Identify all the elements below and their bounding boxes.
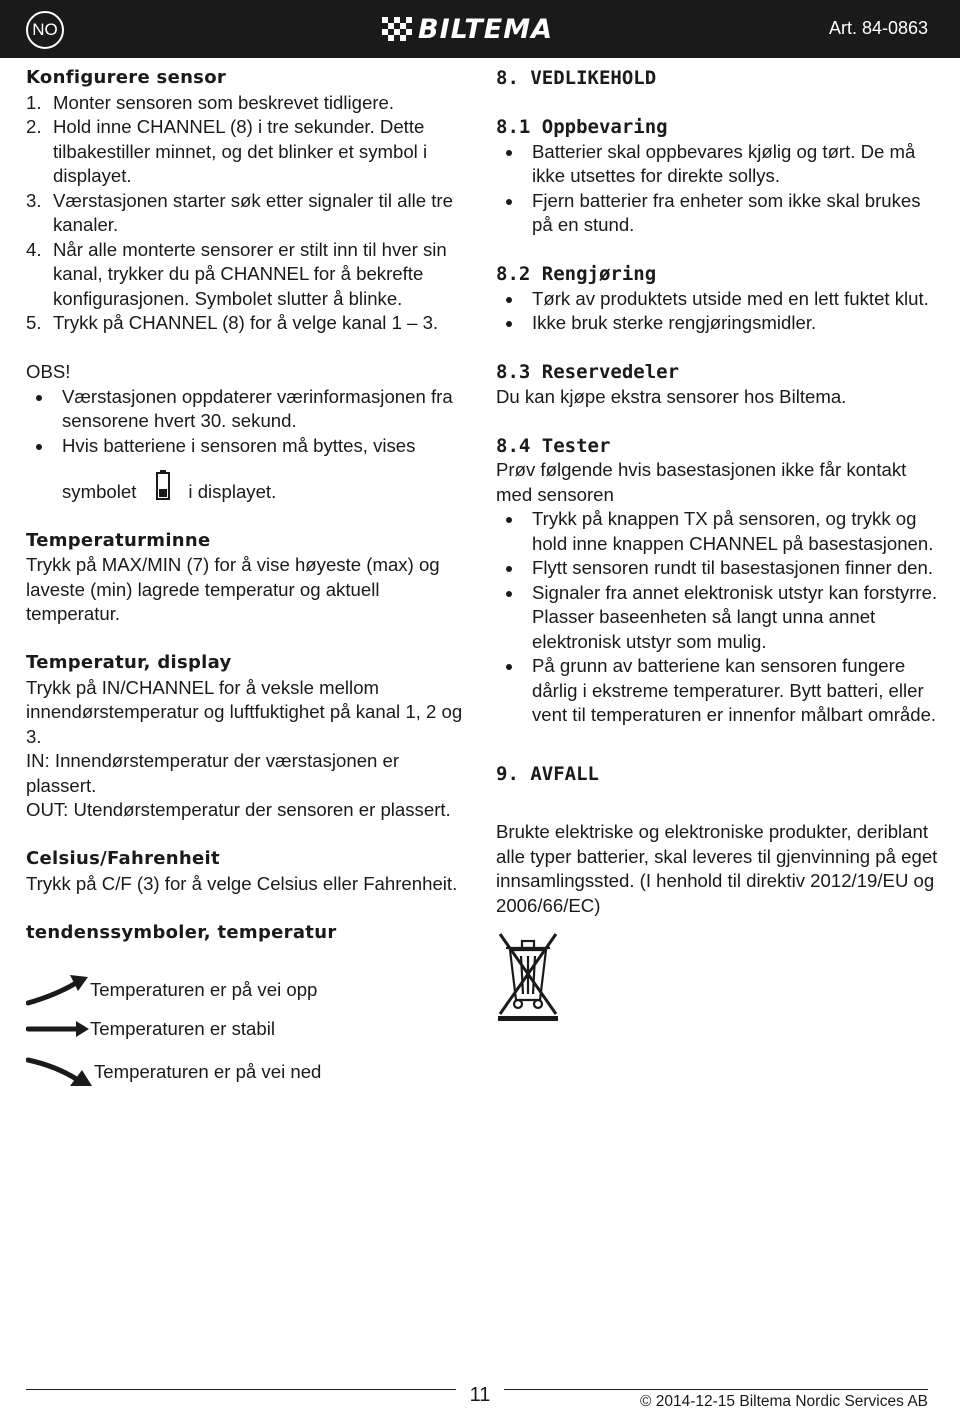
storage-list <box>496 140 941 238</box>
obs-list <box>26 385 471 505</box>
tester-list <box>496 507 941 728</box>
waste-heading: 9. AVFALL <box>496 762 599 785</box>
list-item: Hvis batteriene i sensoren må byttes, vises symbolet i displayet. <box>26 434 471 505</box>
checkered-flag-icon <box>382 17 412 41</box>
header-bar <box>0 0 960 58</box>
list-item: 4. Når alle monterte sensorer er stilt inn til hver sin kanal, trykker du på CHANNEL for å bekrefte konfigurasjonen. Symbolet slutter å blinke. <box>26 238 447 309</box>
brand-logo <box>382 14 553 44</box>
list-item: 1. Monter sensoren som beskrevet tidligere. <box>26 91 395 113</box>
trend-symbols-heading: tendenssymboler, temperatur <box>26 921 337 943</box>
trend-up-row <box>26 973 471 1007</box>
tester-intro: Prøv følgende hvis basestasjonen ikke får kontakt med sensoren <box>496 459 907 505</box>
temperature-memory-heading: Temperaturminne <box>26 529 211 551</box>
list-item: På grunn av batteriene kan sensoren fungere dårlig i ekstreme temperaturer. Bytt batteri, eller vent til temperaturen er innenfor målbart område. <box>496 654 941 728</box>
trend-stable-row <box>26 1017 471 1042</box>
trend-stable-label: Temperaturen er stabil <box>90 1018 275 1039</box>
waste-text: Brukte elektriske og elektroniske produkter, deriblant alle typer batterier, skal leveres til gjenvinning på eget innsamlingssted. (I henhold til direktiv 2012/19/EU og 2006/66/EC) <box>496 821 938 916</box>
cleaning-list <box>496 287 941 336</box>
cleaning-heading: 8.2 Rengjøring <box>496 263 657 285</box>
temperature-display-heading: Temperatur, display <box>26 652 232 673</box>
configure-sensor-heading: Konfigurere sensor <box>26 67 227 88</box>
celsius-fahrenheit-text: Trykk på C/F (3) for å velge Celsius eller Fahrenheit. <box>26 872 458 894</box>
right-column <box>496 66 941 1029</box>
list-item: 3. Værstasjonen starter søk etter signaler til alle tre kanaler. <box>26 189 453 235</box>
list-item: Flytt sensoren rundt til basestasjonen finner den. <box>496 556 941 581</box>
list-item: Ikke bruk sterke rengjøringsmidler. <box>496 311 941 336</box>
outdoor-text: OUT: Utendørstemperatur der sensoren er plassert. <box>26 799 451 820</box>
tester-heading: 8.4 Tester <box>496 434 611 457</box>
trend-down-row <box>26 1056 471 1090</box>
maintenance-heading: 8. VEDLIKEHOLD <box>496 67 657 89</box>
spare-parts-heading: 8.3 Reservedeler <box>496 361 680 383</box>
brand-name: BILTEMA <box>418 13 553 45</box>
storage-heading: 8.1 Oppbevaring <box>496 116 668 138</box>
list-item: Batterier skal oppbevares kjølig og tørt. De må ikke utsettes for direkte sollys. <box>496 140 941 189</box>
list-item: 5. Trykk på CHANNEL (8) for å velge kanal 1 – 3. <box>26 312 439 333</box>
list-item: Trykk på knappen TX på sensoren, og trykk og hold inne knappen CHANNEL på basestasjonen. <box>496 507 941 556</box>
article-number: Art. 84-0863 <box>828 18 928 38</box>
copyright-text: © 2014-12-15 Biltema Nordic Services AB <box>640 1393 928 1410</box>
list-item: 2. Hold inne CHANNEL (8) i tre sekunder. Dette tilbakestiller minnet, og det blinker et symbol i displayet. <box>26 116 428 186</box>
trend-up-label: Temperaturen er på vei opp <box>90 978 318 1000</box>
battery-symbol-line: symbolet i displayet. <box>62 470 471 504</box>
trend-up-arrow-icon <box>26 973 90 1007</box>
page-footer <box>0 1380 960 1414</box>
left-column <box>26 66 471 1090</box>
battery-icon <box>156 470 170 500</box>
list-item: Fjern batterier fra enheter som ikke skal brukes på en stund. <box>496 189 941 238</box>
temperature-display-text: Trykk på IN/CHANNEL for å veksle mellom innendørstemperatur og luftfuktighet på kanal 1, 2 og 3. <box>26 676 463 747</box>
spare-parts-text: Du kan kjøpe ekstra sensorer hos Biltema. <box>496 385 847 407</box>
language-badge: NO <box>26 11 64 49</box>
celsius-fahrenheit-heading: Celsius/Fahrenheit <box>26 848 220 869</box>
obs-label: OBS! <box>26 361 71 382</box>
list-item: Tørk av produktets utside med en lett fuktet klut. <box>496 287 941 312</box>
indoor-text: IN: Innendørstemperatur der værstasjonen er plassert. <box>26 750 400 796</box>
page-number: 11 <box>456 1380 504 1410</box>
trend-stable-arrow-icon <box>26 1019 90 1039</box>
crossed-out-bin-icon <box>496 930 560 1022</box>
trend-down-arrow-icon <box>26 1056 94 1090</box>
list-item: Signaler fra annet elektronisk utstyr kan forstyrre. Plasser baseenheten så langt unna annet elektronisk utstyr som mulig. <box>496 581 941 655</box>
temperature-memory-text: Trykk på MAX/MIN (7) for å vise høyeste (max) og laveste (min) lagrede temperatur og aktuell temperatur. <box>26 554 440 624</box>
configure-steps-list <box>26 91 471 336</box>
trend-down-label: Temperaturen er på vei ned <box>94 1061 322 1083</box>
list-item: Værstasjonen oppdaterer værinformasjonen fra sensorene hvert 30. sekund. <box>26 385 471 434</box>
